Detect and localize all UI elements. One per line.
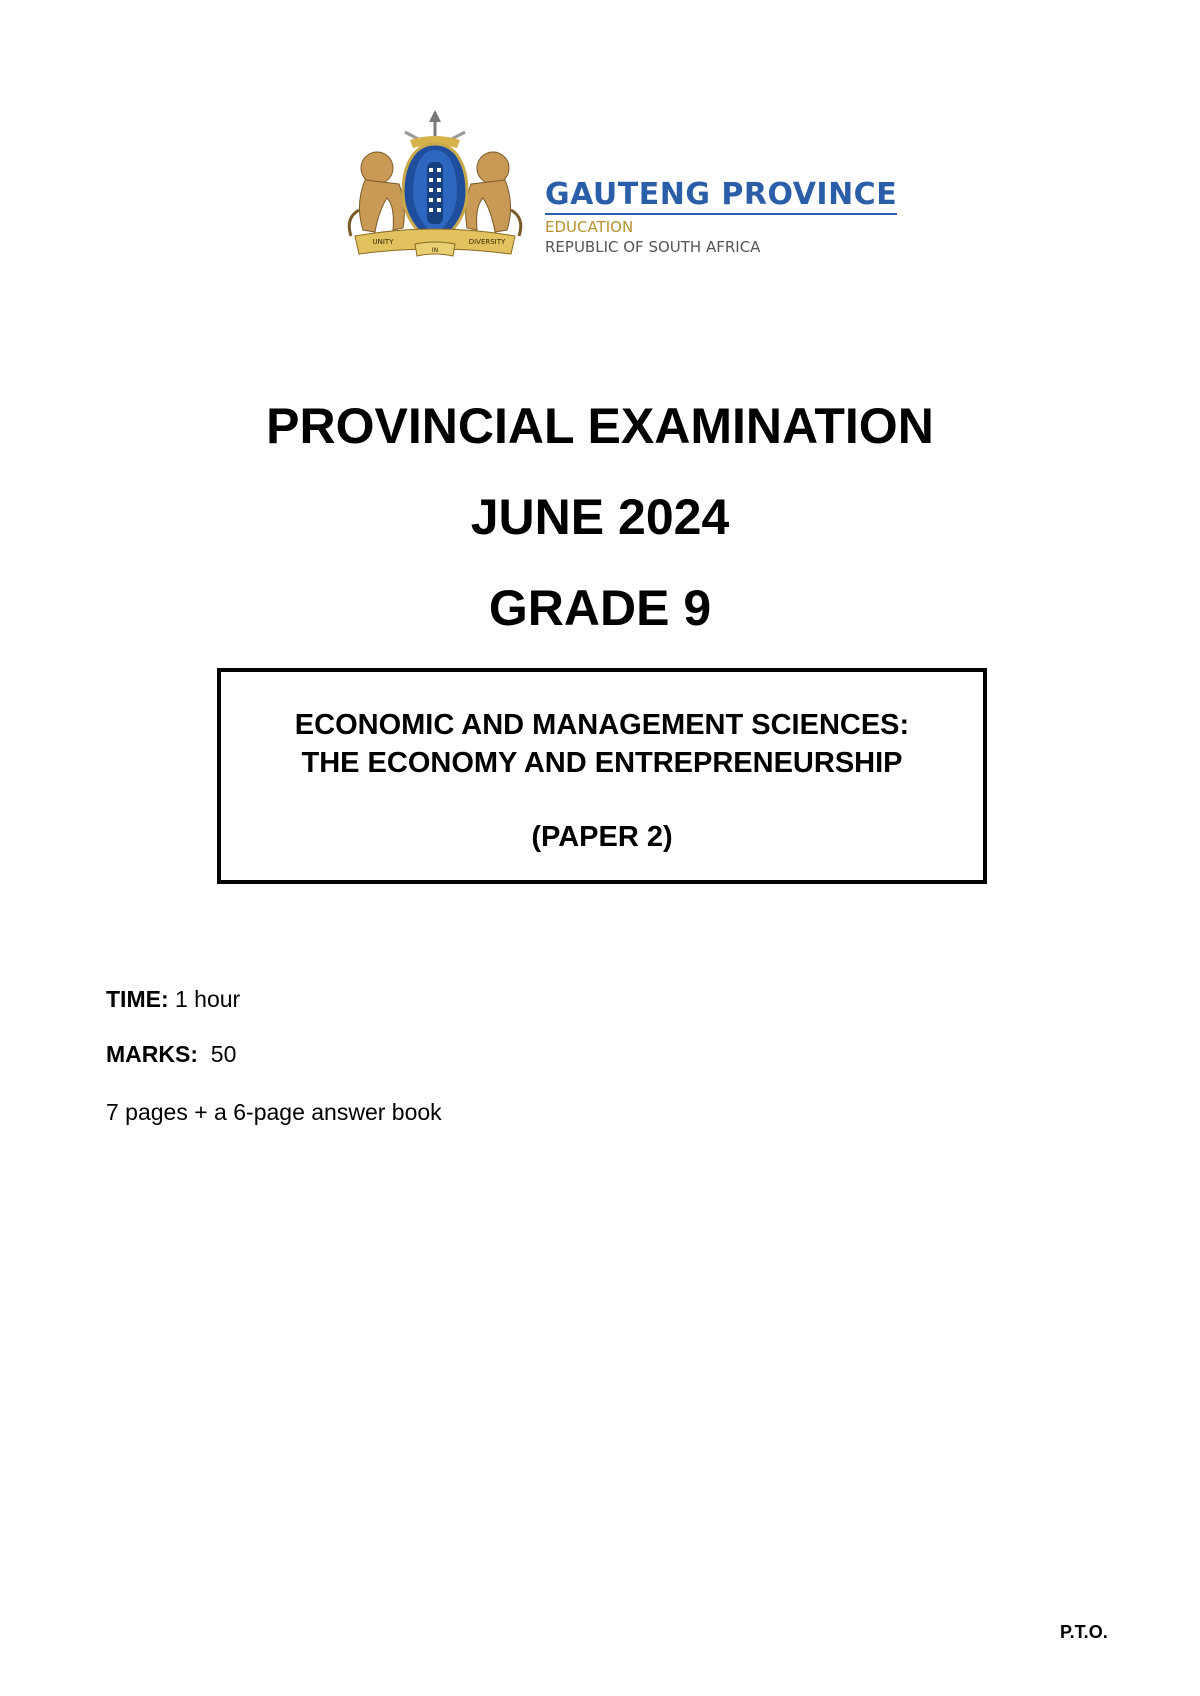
subject-box (217, 668, 987, 884)
exam-grade: GRADE 9 (488, 580, 712, 636)
paper-number: (PAPER 2) (531, 821, 673, 853)
logo-country-name: REPUBLIC OF SOUTH AFRICA (545, 238, 761, 256)
logo-province-name: GAUTENG PROVINCE (545, 178, 897, 215)
logo-department-name: EDUCATION (545, 218, 634, 236)
marks-value: 50 (198, 1041, 237, 1067)
motto-right-text: DIVERSITY (468, 238, 506, 246)
gauteng-education-logo (315, 100, 915, 280)
motto-left-text: UNITY (372, 238, 394, 246)
time-label: TIME: (106, 986, 169, 1012)
logo-wordmark (545, 178, 897, 257)
marks-label: MARKS: (106, 1041, 198, 1067)
subject-title-line-1: ECONOMIC AND MANAGEMENT SCIENCES: (294, 709, 910, 741)
marks-info (106, 1040, 236, 1068)
exam-title: PROVINCIAL EXAMINATION (266, 398, 934, 454)
pages-info: 7 pages + a 6-page answer book (106, 1099, 442, 1125)
please-turn-over: P.T.O. (1060, 1622, 1108, 1642)
exam-date: JUNE 2024 (470, 489, 730, 545)
motto-mid-text: IN (431, 247, 439, 254)
subject-title-line-2: THE ECONOMY AND ENTREPRENEURSHIP (301, 747, 903, 779)
time-value: 1 hour (168, 986, 241, 1012)
coat-of-arms-icon (335, 110, 535, 270)
time-info (106, 985, 240, 1013)
